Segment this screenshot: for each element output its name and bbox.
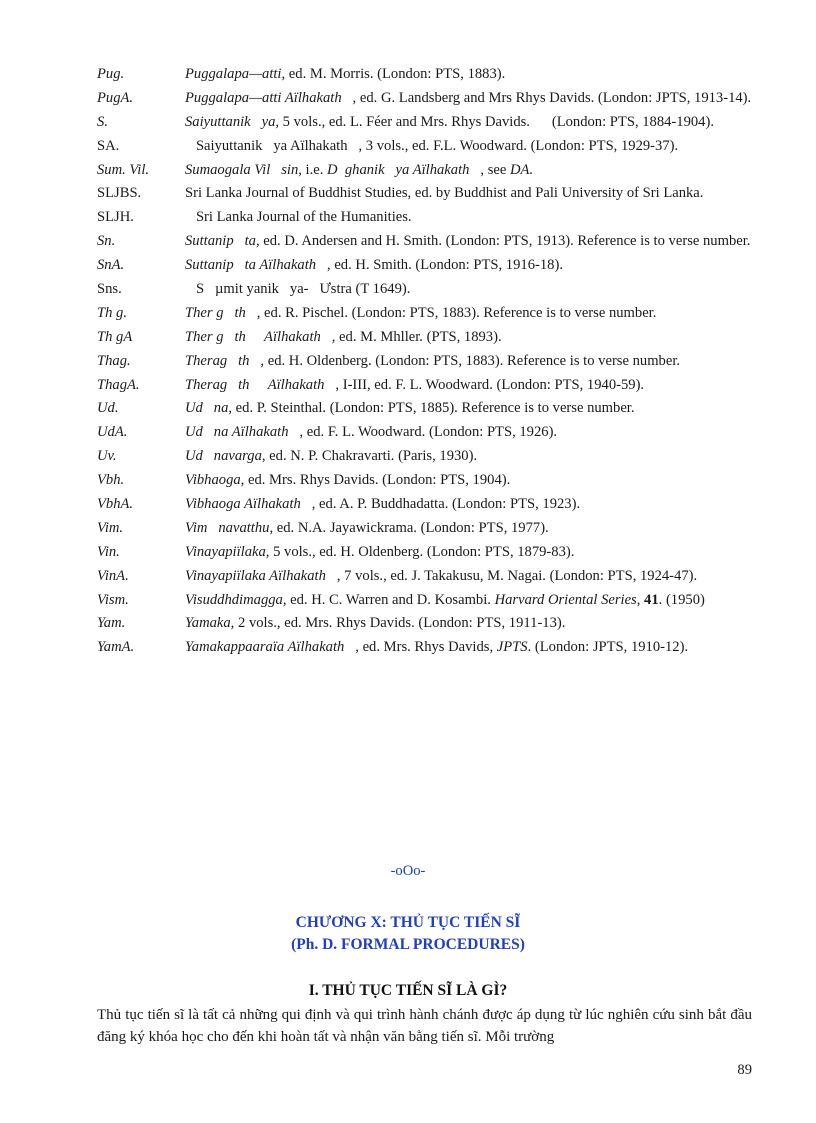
entry-text: Therag th , [185,352,265,369]
entry-text: 5 vols., ed. L. Féer and Mrs. Rhys Davids. (London: PTS, 1884-1904). [279,113,714,130]
entry-description [185,400,635,416]
entry-text: Ther g th Aïlhakath [185,328,332,345]
entry-text: , see [480,161,510,178]
entry-abbreviation: Vism. [97,591,129,608]
entry-text: Suttanip ta, [185,233,260,250]
entry-abbreviation: Th g. [97,304,128,321]
abbreviation-entry [97,494,752,515]
entry-text: ed. D. Andersen and H. Smith. (London: PTS, 1913). Reference is to verse number. [259,233,751,250]
entry-abbreviation: SLJH. [97,209,134,226]
entry-description [185,377,644,393]
entry-description [185,138,678,154]
entry-abbreviation: Sum. Vil. [97,161,150,178]
abbreviation-entry [97,112,752,133]
entry-text: ed. N.A. Jayawickrama. (London: PTS, 1977). [273,519,549,536]
abbreviation-entry [97,446,752,467]
entry-description [185,90,751,106]
entry-description [185,472,510,488]
entry-abbreviation: YamA. [97,639,135,656]
entry-text: Sri Lanka Journal of the Humanities. [185,209,412,226]
entry-text: Suttanip ta Aïlhakath [185,257,328,274]
entry-text: ed. G. Landsberg and Mrs Rhys Davids. (London: JPTS, 1913-14). [356,89,752,106]
abbreviation-entry [97,88,752,109]
entry-description [185,114,714,130]
abbreviation-entry [97,375,752,396]
entry-text: Vibhaoga, [185,472,245,489]
abbreviation-entry [97,590,752,611]
entry-text: JPTS [496,639,528,656]
entry-text: Yamakappaaraïa Aïlhakath [185,639,356,656]
abbreviation-entry [97,207,752,228]
abbreviation-entry [97,255,752,276]
abbreviation-entry [97,566,752,587]
entry-text: Vinayapiïlaka Aïlhakath [185,567,337,584]
entry-description [185,496,580,512]
entry-description [185,615,565,631]
entry-description [185,592,705,608]
entry-text: , ed. A. P. Buddhadatta. (London: PTS, 1923). [311,496,581,513]
entry-text: Visuddhdimagga, [185,591,287,608]
entry-abbreviation: S. [97,113,108,130]
abbreviation-entry [97,613,752,634]
entry-text: , I-III, ed. F. L. Woodward. (London: PTS, 1940-59). [335,376,645,393]
entry-abbreviation: SLJBS. [97,185,142,202]
chapter-subtitle: (Ph. D. FORMAL PROCEDURES) [291,936,525,953]
entry-text: Harvard Oriental Series, [494,591,641,608]
entry-description [185,448,477,464]
entry-text: Saiyuttanik ya, [185,113,280,130]
entry-text: Yamaka, [185,615,235,632]
entry-text: ed. P. Steinthal. (London: PTS, 1885). Reference is to verse number. [232,400,635,417]
entry-description [185,544,574,560]
entry-text: , ed. M. Mhller. (PTS, 1893). [331,328,502,345]
abbreviation-list [97,64,752,661]
entry-abbreviation: Uv. [97,448,117,465]
entry-description [185,329,502,345]
chapter-title: CHƯƠNG X: THỦ TỤC TIẾN SĨ [295,914,521,931]
entry-abbreviation: Ud. [97,400,119,417]
abbreviation-entry [97,351,752,372]
entry-description [185,281,410,297]
entry-description [185,424,557,440]
entry-text: Ud na Aïlhakath [185,424,300,441]
entry-text: , ed. F. L. Woodward. (London: PTS, 1926). [299,424,558,441]
entry-description [185,520,549,536]
entry-text: Sri Lanka Journal of Buddhist Studies, ed. by Buddhist and Pali University of Sri Lanka. [185,185,704,202]
entry-description [185,233,750,249]
entry-abbreviation: Thag. [97,352,131,369]
entry-text: 2 vols., ed. Mrs. Rhys Davids. (London: PTS, 1911-13). [234,615,566,632]
entry-description [185,66,505,82]
entry-text: , ed. H. Smith. (London: PTS, 1916-18). [327,257,563,274]
entry-text: DA. [509,161,534,178]
entry-text: Vibhaoga Aïlhakath [185,496,312,513]
entry-abbreviation: Sn. [97,233,116,250]
entry-text: ed. N. P. Chakravarti. (Paris, 1930). [265,448,478,465]
entry-abbreviation: Th gA [97,328,133,345]
entry-text: . (London: JPTS, 1910-12). [527,639,689,656]
page-number: 89 [737,1062,752,1078]
entry-text: Ud navarga, [185,448,266,465]
entry-description [185,305,656,321]
chapter-heading [0,912,816,956]
body-paragraph: Thủ tục tiến sĩ là tất cả những qui định và qui trình hành chánh được áp dụng từ lúc nghiên cứu sinh bắt đầu đăng ký khóa học cho đến khi hoàn tất và nhận văn bằng tiến sĩ. Mỗi trường [97,1007,752,1045]
abbreviation-entry [97,637,752,658]
entry-abbreviation: UdA. [97,424,128,441]
abbreviation-entry [97,64,752,85]
entry-description [185,353,680,369]
abbreviation-entry [97,136,752,157]
entry-text: Ud na, [185,400,233,417]
abbreviation-entry [97,470,752,491]
entry-text: Sumaogala Vil sin [185,161,299,178]
entry-abbreviation: Yam. [97,615,126,632]
entry-description [185,257,563,273]
entry-abbreviation: Vim. [97,519,124,536]
entry-text: Vim navatthu, [185,519,274,536]
entry-text: 41 [644,591,659,608]
entry-text: 5 vols., ed. H. Oldenberg. (London: PTS, 1879-83). [269,543,575,560]
entry-text: Puggalapa—atti, [185,66,286,82]
entry-text: Ther g th , [185,304,261,321]
entry-abbreviation: VinA. [97,567,129,584]
entry-description [185,568,697,584]
abbreviation-entry [97,303,752,324]
entry-text: , i.e. [298,161,328,178]
section-heading: I. THỦ TỤC TIẾN SĨ LÀ GÌ? [308,982,508,999]
entry-text: ed. H. Oldenberg. (London: PTS, 1883). Reference is to verse number. [264,352,681,369]
entry-text: Saiyuttanik ya Aïlhakath , 3 vols., ed. F.L. Woodward. (London: PTS, 1929-37). [185,137,679,154]
entry-description [185,639,688,655]
entry-abbreviation: SnA. [97,257,125,274]
entry-text: ed. Mrs. Rhys Davids. (London: PTS, 1904). [244,472,511,489]
entry-text: Puggalapa—atti Aïlhakath , [185,89,357,106]
entry-text: . (1950) [658,591,705,608]
abbreviation-entry [97,160,752,181]
abbreviation-entry [97,327,752,348]
entry-abbreviation: PugA. [97,89,134,106]
entry-abbreviation: Pug. [97,66,125,82]
entry-description [185,209,412,225]
entry-abbreviation: Vin. [97,543,120,560]
entry-text: Vinayapiïlaka, [185,543,270,560]
entry-abbreviation: ThagA. [97,376,140,393]
abbreviation-entry [97,183,752,204]
entry-abbreviation: SA. [97,137,120,154]
abbreviation-entry [97,422,752,443]
entry-description [185,185,703,201]
entry-text: , ed. Mrs. Rhys Davids, [355,639,497,656]
entry-text: ed. M. Morris. (London: PTS, 1883). [285,66,506,82]
abbreviation-entry [97,231,752,252]
entry-abbreviation: VbhA. [97,496,134,513]
abbreviation-entry [97,518,752,539]
entry-text: D ghanik ya Aïlhakath [327,161,481,178]
entry-text: ed. H. C. Warren and D. Kosambi. [286,591,495,608]
entry-text: Therag th Aïlhakath [185,376,336,393]
entry-text: S µmit yanik ya- Ưstra (T 1649). [185,281,411,298]
entry-text: ed. R. Pischel. (London: PTS, 1883). Reference is to verse number. [260,304,657,321]
entry-abbreviation: Vbh. [97,472,125,489]
entry-text: , 7 vols., ed. J. Takakusu, M. Nagai. (London: PTS, 1924-47). [336,567,698,584]
abbreviation-entry [97,542,752,563]
entry-abbreviation: Sns. [97,281,122,298]
entry-description [185,162,533,178]
abbreviation-entry [97,398,752,419]
section-separator: -oOo- [390,863,426,879]
abbreviation-entry [97,279,752,300]
